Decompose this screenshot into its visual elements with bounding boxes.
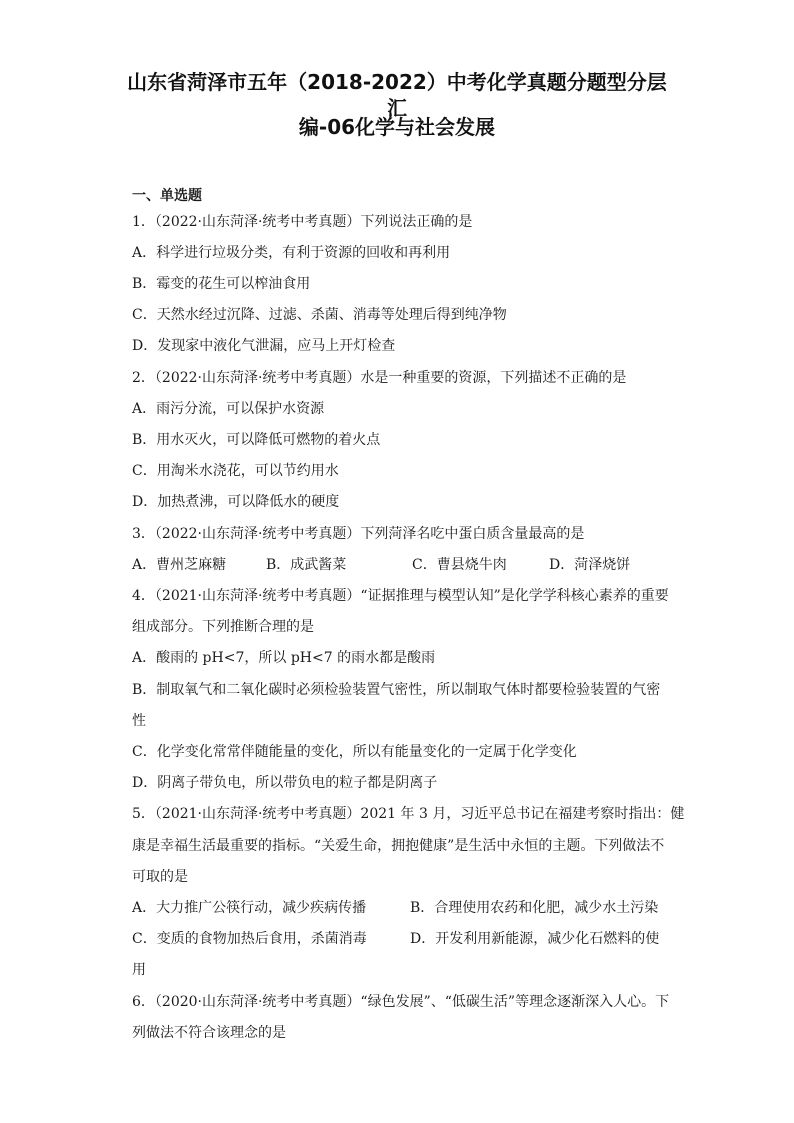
q2-option-b: B．用水灭火，可以降低可燃物的着火点 xyxy=(132,432,381,448)
q3-option-a: A．曹州芝麻糖 xyxy=(132,557,227,573)
q3-option-b: B．成武酱菜 xyxy=(266,557,347,573)
q2-option-a: A．雨污分流，可以保护水资源 xyxy=(132,401,325,417)
q5-option-d-line2: 用 xyxy=(132,962,146,978)
q1-option-a: A．科学进行垃圾分类，有利于资源的回收和再利用 xyxy=(132,245,451,261)
q1-option-d: D．发现家中液化气泄漏，应马上开灯检查 xyxy=(132,338,396,354)
q1-stem: 1．（2022·山东菏泽·统考中考真题）下列说法正确的是 xyxy=(132,214,473,230)
q5-option-a: A．大力推广公筷行动，减少疾病传播 xyxy=(132,900,367,916)
q5-stem-line3: 可取的是 xyxy=(132,869,188,885)
q3-stem: 3．（2022·山东菏泽·统考中考真题）下列菏泽名吃中蛋白质含量最高的是 xyxy=(132,526,585,542)
q4-stem-line2: 组成部分。下列推断合理的是 xyxy=(132,619,314,635)
q1-option-b: B．霉变的花生可以榨油食用 xyxy=(132,276,311,292)
section-heading: 一、单选题 xyxy=(132,188,202,204)
document-title-line1: 山东省菏泽市五年（2018-2022）中考化学真题分题型分层汇 xyxy=(127,70,667,120)
q2-option-c: C．用淘米水浇花，可以节约用水 xyxy=(132,463,339,479)
q3-option-c: C．曹县烧牛肉 xyxy=(412,557,507,573)
q4-option-c: C．化学变化常常伴随能量的变化，所以有能量变化的一定属于化学变化 xyxy=(132,744,577,760)
q5-stem-line1: 5．（2021·山东菏泽·统考中考真题）2021 年 3 月，习近平总书记在福建考察时指出：健 xyxy=(132,806,685,822)
q1-option-c: C．天然水经过沉降、过滤、杀菌、消毒等处理后得到纯净物 xyxy=(132,307,507,323)
q6-stem-line1: 6．（2020·山东菏泽·统考中考真题）“绿色发展”、“低碳生活”等理念逐渐深入人心。下 xyxy=(132,994,670,1010)
q4-stem-line1: 4．（2021·山东菏泽·统考中考真题）“证据推理与模型认知”是化学学科核心素养的重要 xyxy=(132,588,669,604)
q5-option-d-line1: D．开发利用新能源，减少化石燃料的使 xyxy=(410,931,660,947)
q4-option-b-line1: B．制取氧气和二氧化碳时必须检验装置气密性，所以制取气体时都要检验装置的气密 xyxy=(132,682,661,698)
q2-option-d: D．加热煮沸，可以降低水的硬度 xyxy=(132,494,340,510)
q4-option-a: A．酸雨的 pH<7，所以 pH<7 的雨水都是酸雨 xyxy=(132,650,436,666)
q5-option-c: C．变质的食物加热后食用，杀菌消毒 xyxy=(132,931,367,947)
q3-option-d: D．菏泽烧饼 xyxy=(549,557,631,573)
q5-option-b: B．合理使用农药和化肥，减少水土污染 xyxy=(410,900,659,916)
q4-option-d: D．阴离子带负电，所以带负电的粒子都是阴离子 xyxy=(132,775,438,791)
q4-option-b-line2: 性 xyxy=(132,713,146,729)
q6-stem-line2: 列做法不符合该理念的是 xyxy=(132,1025,286,1041)
document-title-line2: 编-06化学与社会发展 xyxy=(298,115,496,139)
q5-stem-line2: 康是幸福生活最重要的指标。“关爱生命，拥抱健康”是生活中永恒的主题。下列做法不 xyxy=(132,838,665,854)
q2-stem: 2．（2022·山东菏泽·统考中考真题）水是一种重要的资源，下列描述不正确的是 xyxy=(132,370,627,386)
